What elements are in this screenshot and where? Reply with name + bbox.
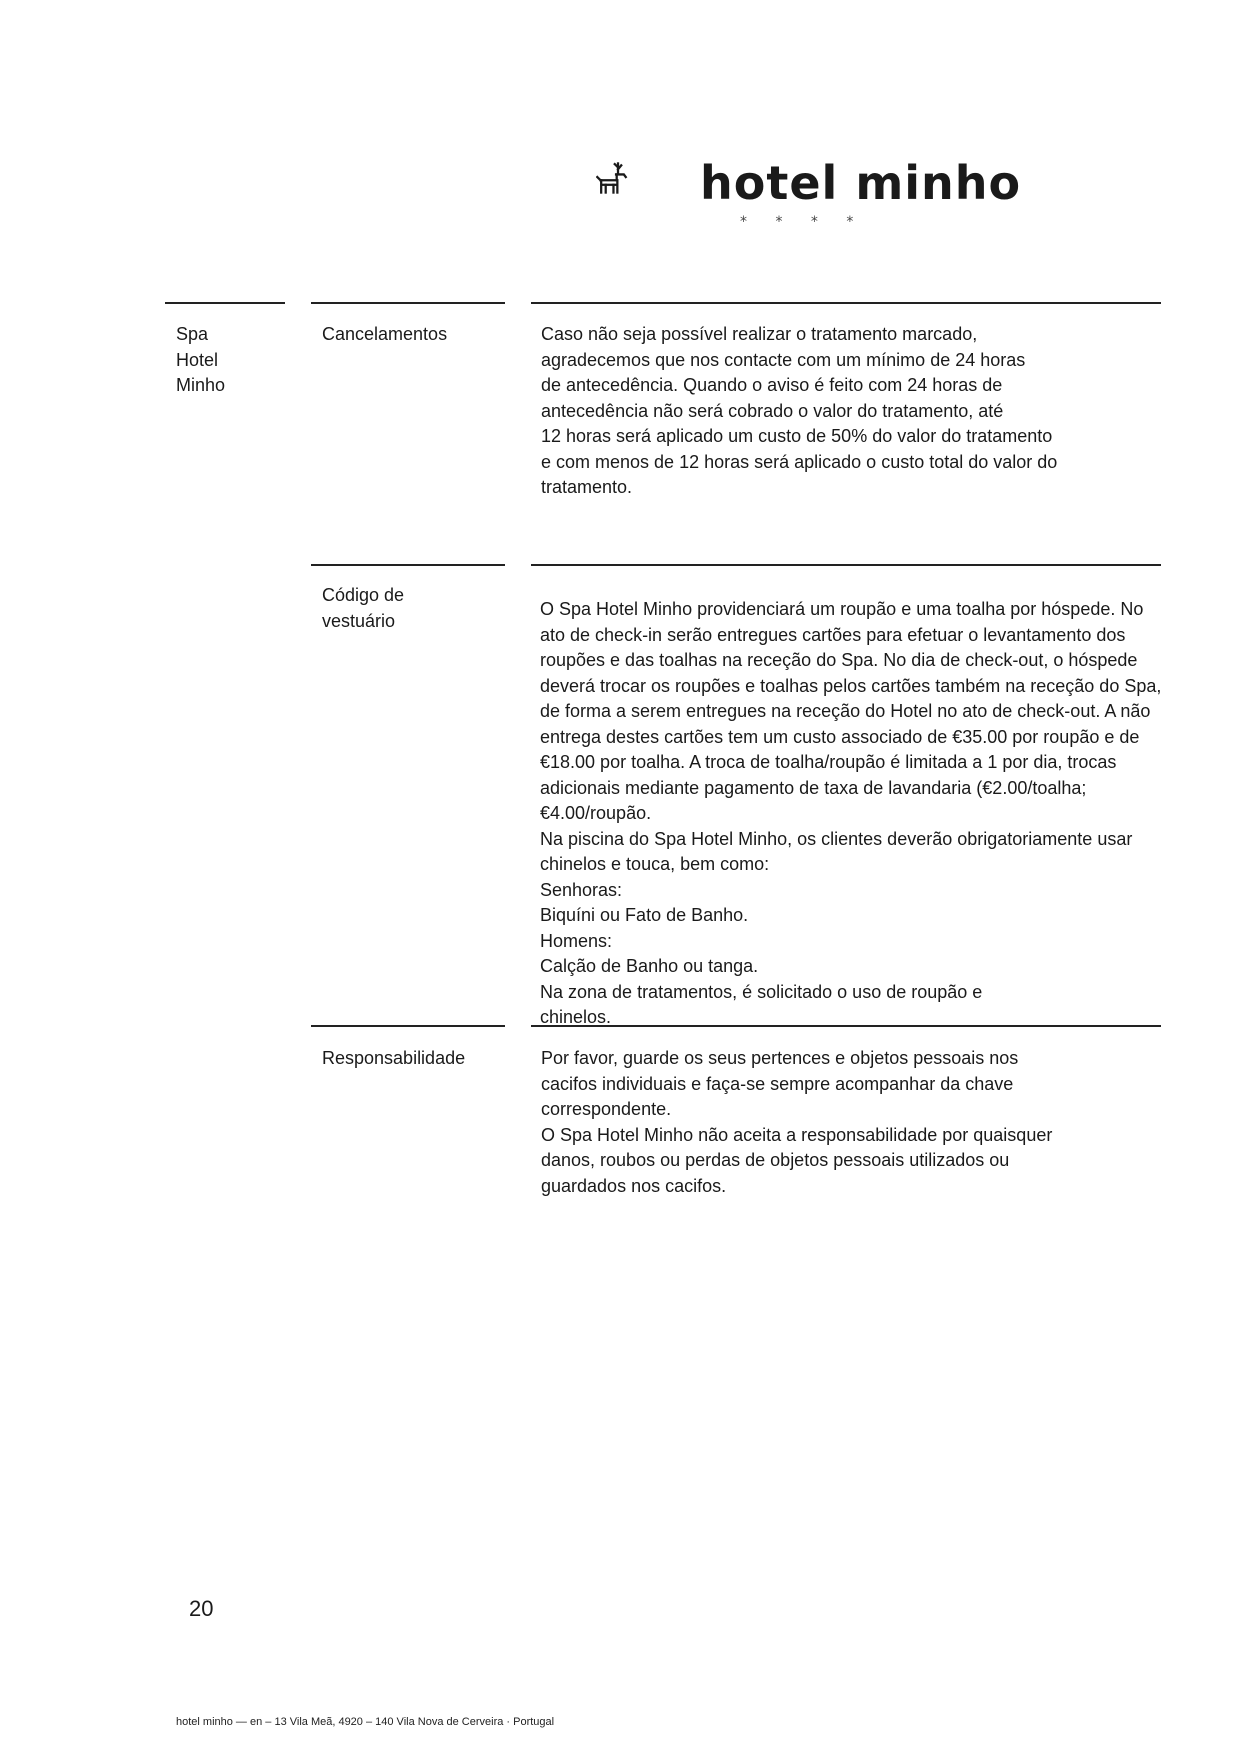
divider-body-row1 — [531, 302, 1161, 304]
row-body-codigo-vestuario: O Spa Hotel Minho providenciará um roupão e uma toalha por hóspede. No ato de check-in serão entregues cartões para efetuar o levantamento dos roupões e das toalhas na receção do Spa. No dia de check-out, o hóspede deverá trocar os roupões e toalhas pelos cartões também na receção do Spa, de forma a serem entregues na receção do Hotel no ato de check-out. A não entrega destes cartões tem um custo associado de €35.00 por roupão e de €18.00 por toalha. A troca de toalha/roupão é limitada a 1 por dia, trocas adicionais mediante pagamento de taxa de lavandaria (€2.00/toalha; €4.00/roupão. Na piscina do Spa Hotel Minho, os clientes deverão obrigatoriamente usar chinelos e touca, bem como: Senhoras: Biquíni ou Fato de Banho. Homens: Calção de Banho ou tanga. Na zona de tratamentos, é solicitado o uso de roupão e chinelos. — [540, 599, 1162, 1027]
row-heading-codigo-vestuario: Código de vestuário — [322, 585, 405, 631]
row-heading-responsabilidade: Responsabilidade — [322, 1048, 466, 1068]
divider-body-row2 — [531, 564, 1161, 566]
logo-wordmark: hotel minho — [700, 156, 1022, 210]
divider-label-col — [165, 302, 285, 304]
divider-heading-row2 — [311, 564, 505, 566]
row-body-cancelamentos: Caso não seja possível realizar o tratamento marcado, agradecemos que nos contacte com um mínimo de 24 horas de antecedência. Quando o aviso é feito com 24 horas de antecedência não será cobrado o valor do tratamento, até 12 horas será aplicado um custo de 50% do valor do tratamento e com menos de 12 horas será aplicado o custo total do valor do tratamento. — [541, 324, 1058, 497]
page-number: 20 — [189, 1596, 214, 1621]
divider-heading-row1 — [311, 302, 505, 304]
row-heading-cancelamentos: Cancelamentos — [322, 324, 448, 344]
logo-stars: * * * * — [740, 214, 866, 230]
divider-heading-row3 — [311, 1025, 505, 1027]
section-label: Spa Hotel Minho — [176, 324, 226, 395]
page-footer: hotel minho — en – 13 Vila Meã, 4920 – 140 Vila Nova de Cerveira · Portugal — [176, 1716, 555, 1728]
row-body-responsabilidade: Por favor, guarde os seus pertences e objetos pessoais nos cacifos individuais e faça-se sempre acompanhar da chave correspondente. O Spa Hotel Minho não aceita a responsabilidade por quaisquer danos, roubos ou perdas de objetos pessoais utilizados ou guardados nos cacifos. — [541, 1048, 1053, 1196]
deer-logo-icon — [596, 126, 706, 230]
